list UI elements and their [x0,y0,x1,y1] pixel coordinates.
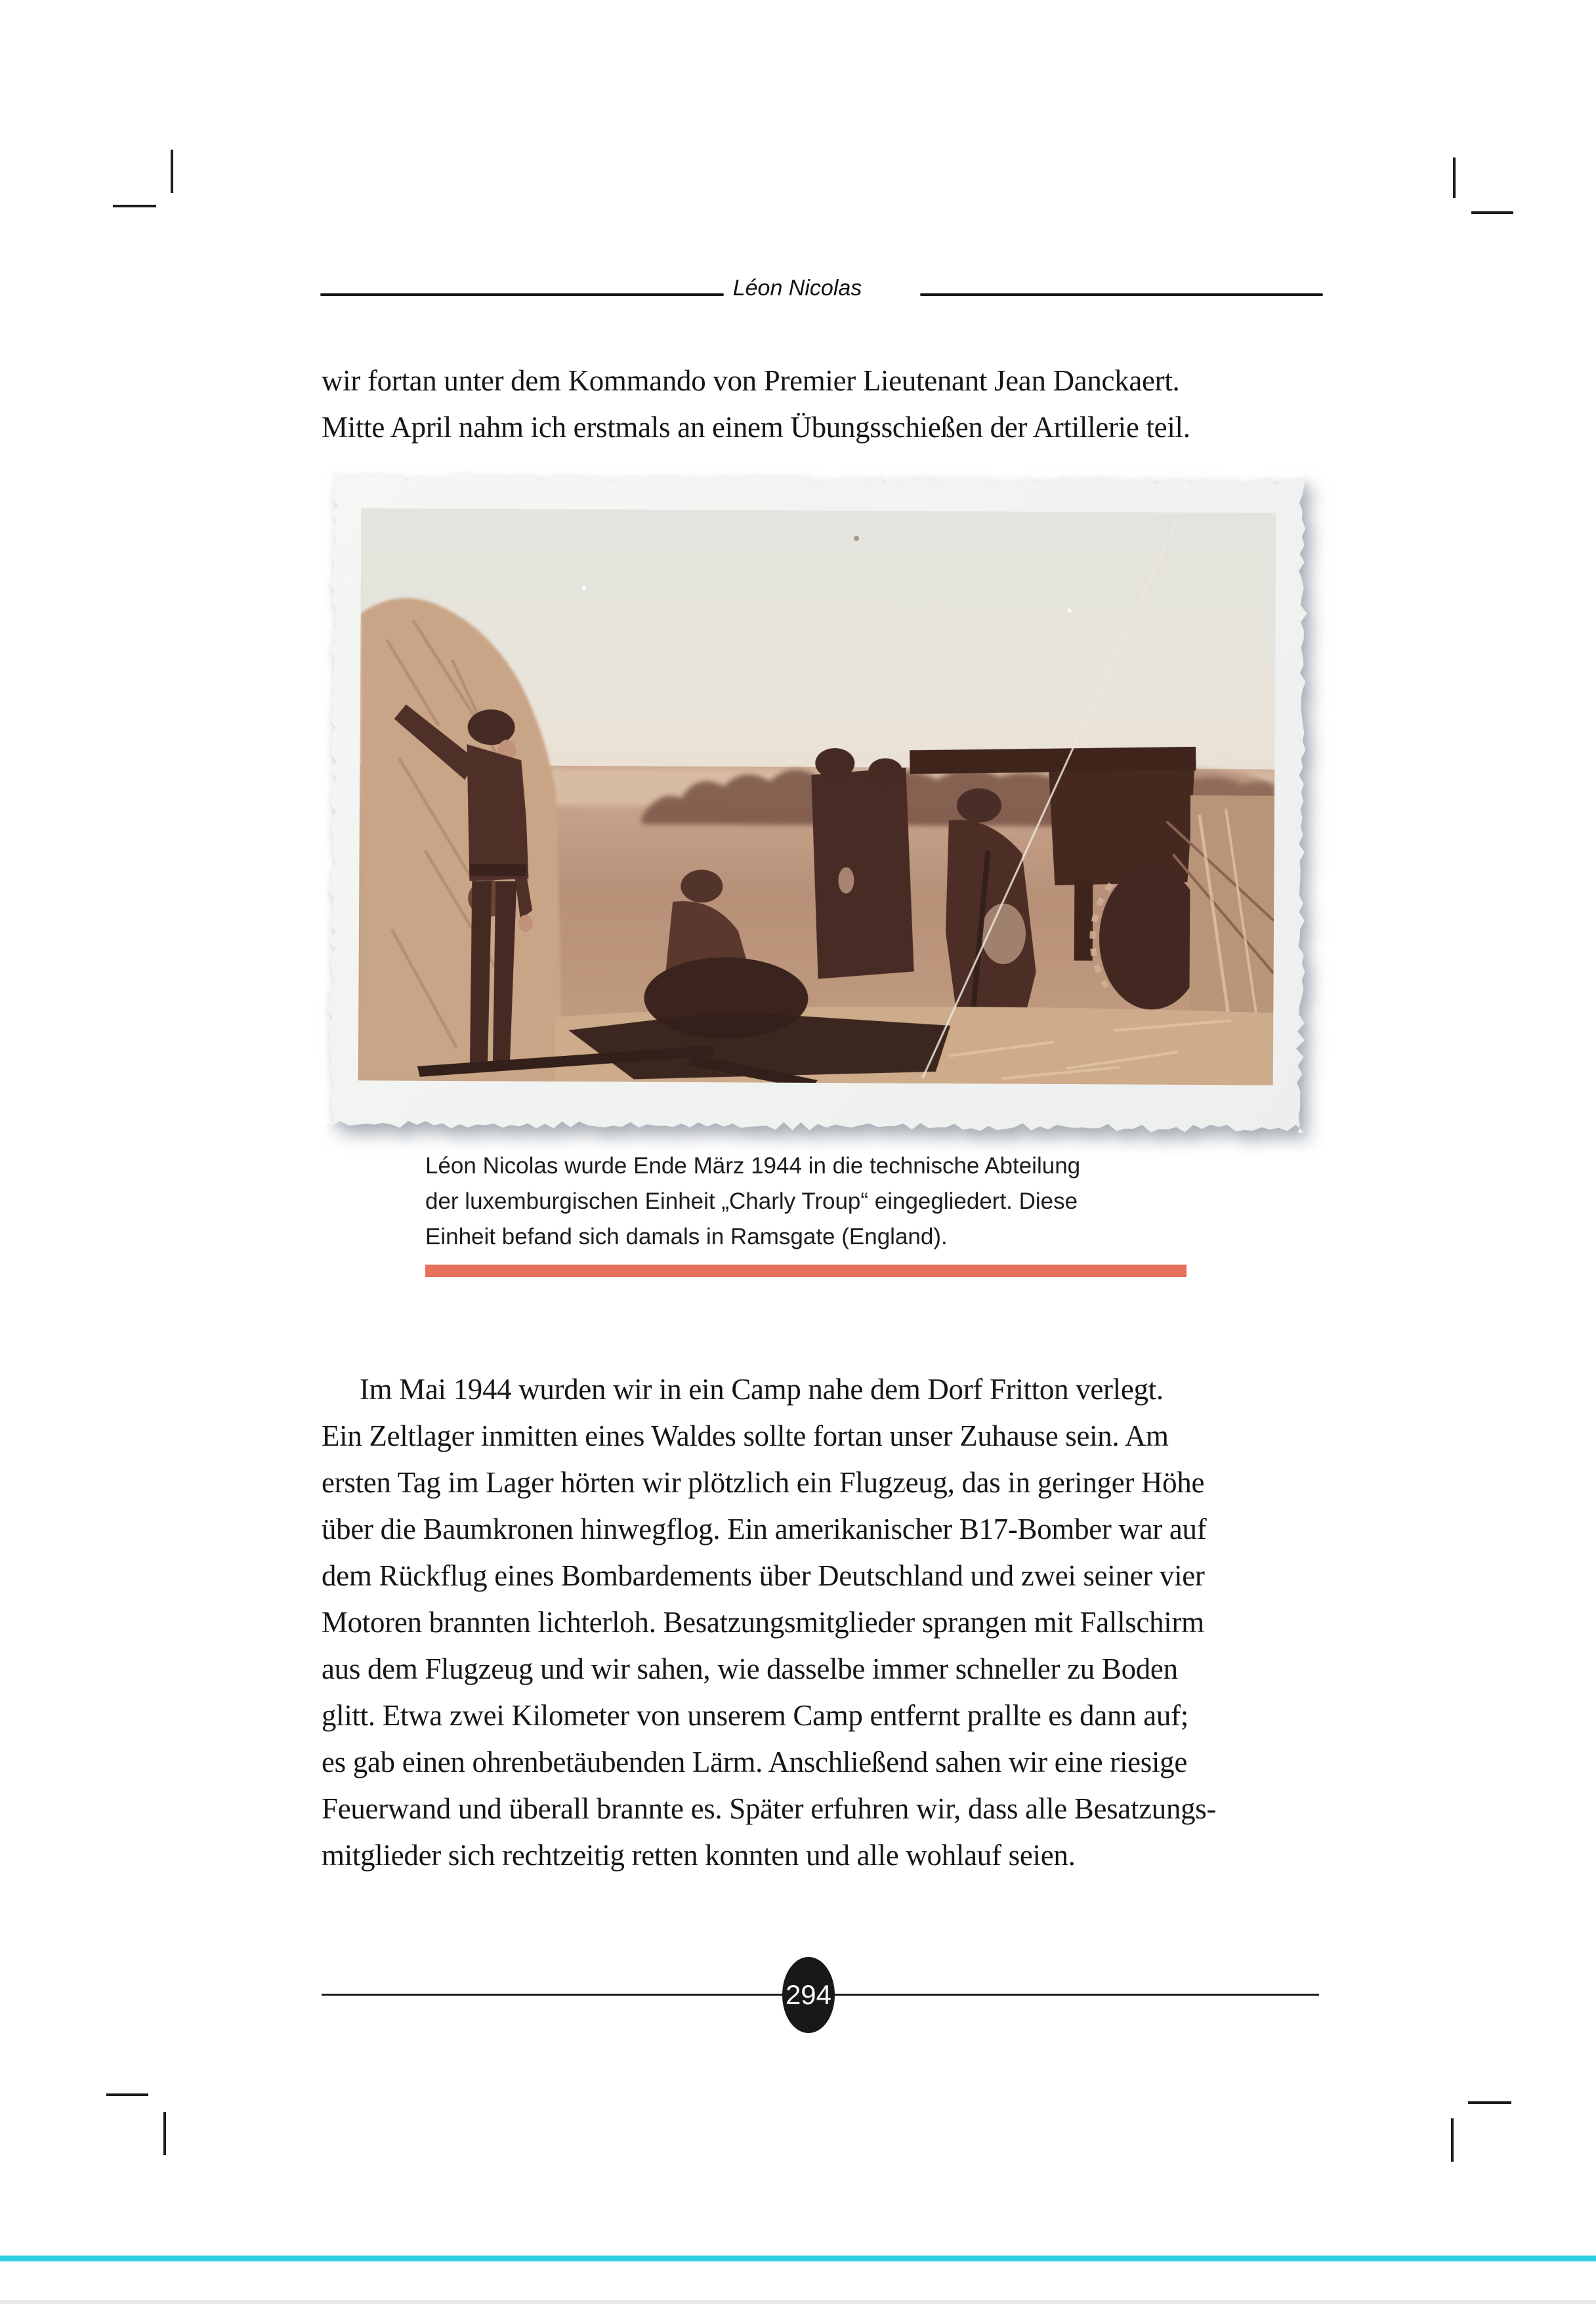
crop-mark-bottom-right-vertical [1451,2118,1454,2162]
photo-caption [425,1148,1206,1255]
crop-mark-bottom-left-vertical [163,2112,166,2155]
crop-mark-bottom-right-horizontal [1468,2101,1511,2104]
crop-mark-top-left-horizontal [113,205,156,207]
text-line: mitglieder sich rechtzeitig retten konnten und alle wohlauf seien. [322,1839,1076,1872]
text-line: Motoren brannten lichterloh. Besatzungsmitglieder sprangen mit Fallschirm [322,1606,1204,1639]
text-line: aus dem Flugzeug und wir sahen, wie dasselbe immer schneller zu Boden [322,1652,1178,1685]
text-line: Mitte April nahm ich erstmals an einem Übungsschießen der Artillerie teil. [322,411,1190,444]
page-number: 294 [785,1979,832,2010]
historical-photo [326,472,1307,1133]
caption-line: Einheit befand sich damals in Ramsgate (England). [425,1224,948,1250]
gun-crew-silhouettes [810,748,915,980]
running-header-title: Léon Nicolas [732,276,862,301]
crop-mark-bottom-left-horizontal [106,2093,148,2096]
text-line: es gab einen ohrenbetäubenden Lärm. Anschließend sahen wir eine riesige [322,1746,1187,1778]
page-number-badge [782,1957,835,2033]
intro-paragraph [322,358,1320,451]
photo-image [358,508,1276,1085]
caption-line: Léon Nicolas wurde Ende März 1944 in die technische Abteilung [425,1153,1081,1179]
crop-mark-top-right-horizontal [1471,211,1513,214]
header-rule-left [320,293,724,296]
body-paragraph [322,1366,1320,1879]
photo-print-deckled-border [326,472,1307,1133]
header-rule-right [920,293,1323,296]
text-line: Feuerwand und überall brannte es. Später erfuhren wir, dass alle Besatzungs- [322,1792,1217,1825]
text-line: Ein Zeltlager inmitten eines Waldes sollte fortan unser Zuhause sein. Am [322,1419,1169,1452]
text-line: glitt. Etwa zwei Kilometer von unserem Camp entfernt prallte es dann auf; [322,1699,1188,1732]
photo-speck [854,536,859,541]
crop-mark-top-left-vertical [171,150,173,193]
caption-accent-bar [425,1265,1186,1277]
scan-artifact-cyan-bar [0,2256,1596,2261]
text-line: dem Rückflug eines Bombardements über Deutschland und zwei seiner vier [322,1559,1205,1592]
photo-scene [358,508,1276,1085]
photo-speck [582,586,586,590]
text-line: Im Mai 1944 wurden wir in ein Camp nahe dem Dorf Fritton verlegt. [359,1373,1164,1406]
scan-artifact-bottom-line [0,2300,1596,2304]
crop-mark-top-right-vertical [1453,158,1456,198]
caption-line: der luxemburgischen Einheit „Charly Troup“ eingegliedert. Diese [425,1188,1078,1214]
photo-speck [1068,608,1072,612]
text-line: wir fortan unter dem Kommando von Premier Lieutenant Jean Danckaert. [322,364,1180,397]
text-line: ersten Tag im Lager hörten wir plötzlich ein Flugzeug, das in geringer Höhe [322,1466,1205,1499]
text-line: über die Baumkronen hinwegflog. Ein amerikanischer B17-Bomber war auf [322,1513,1207,1545]
